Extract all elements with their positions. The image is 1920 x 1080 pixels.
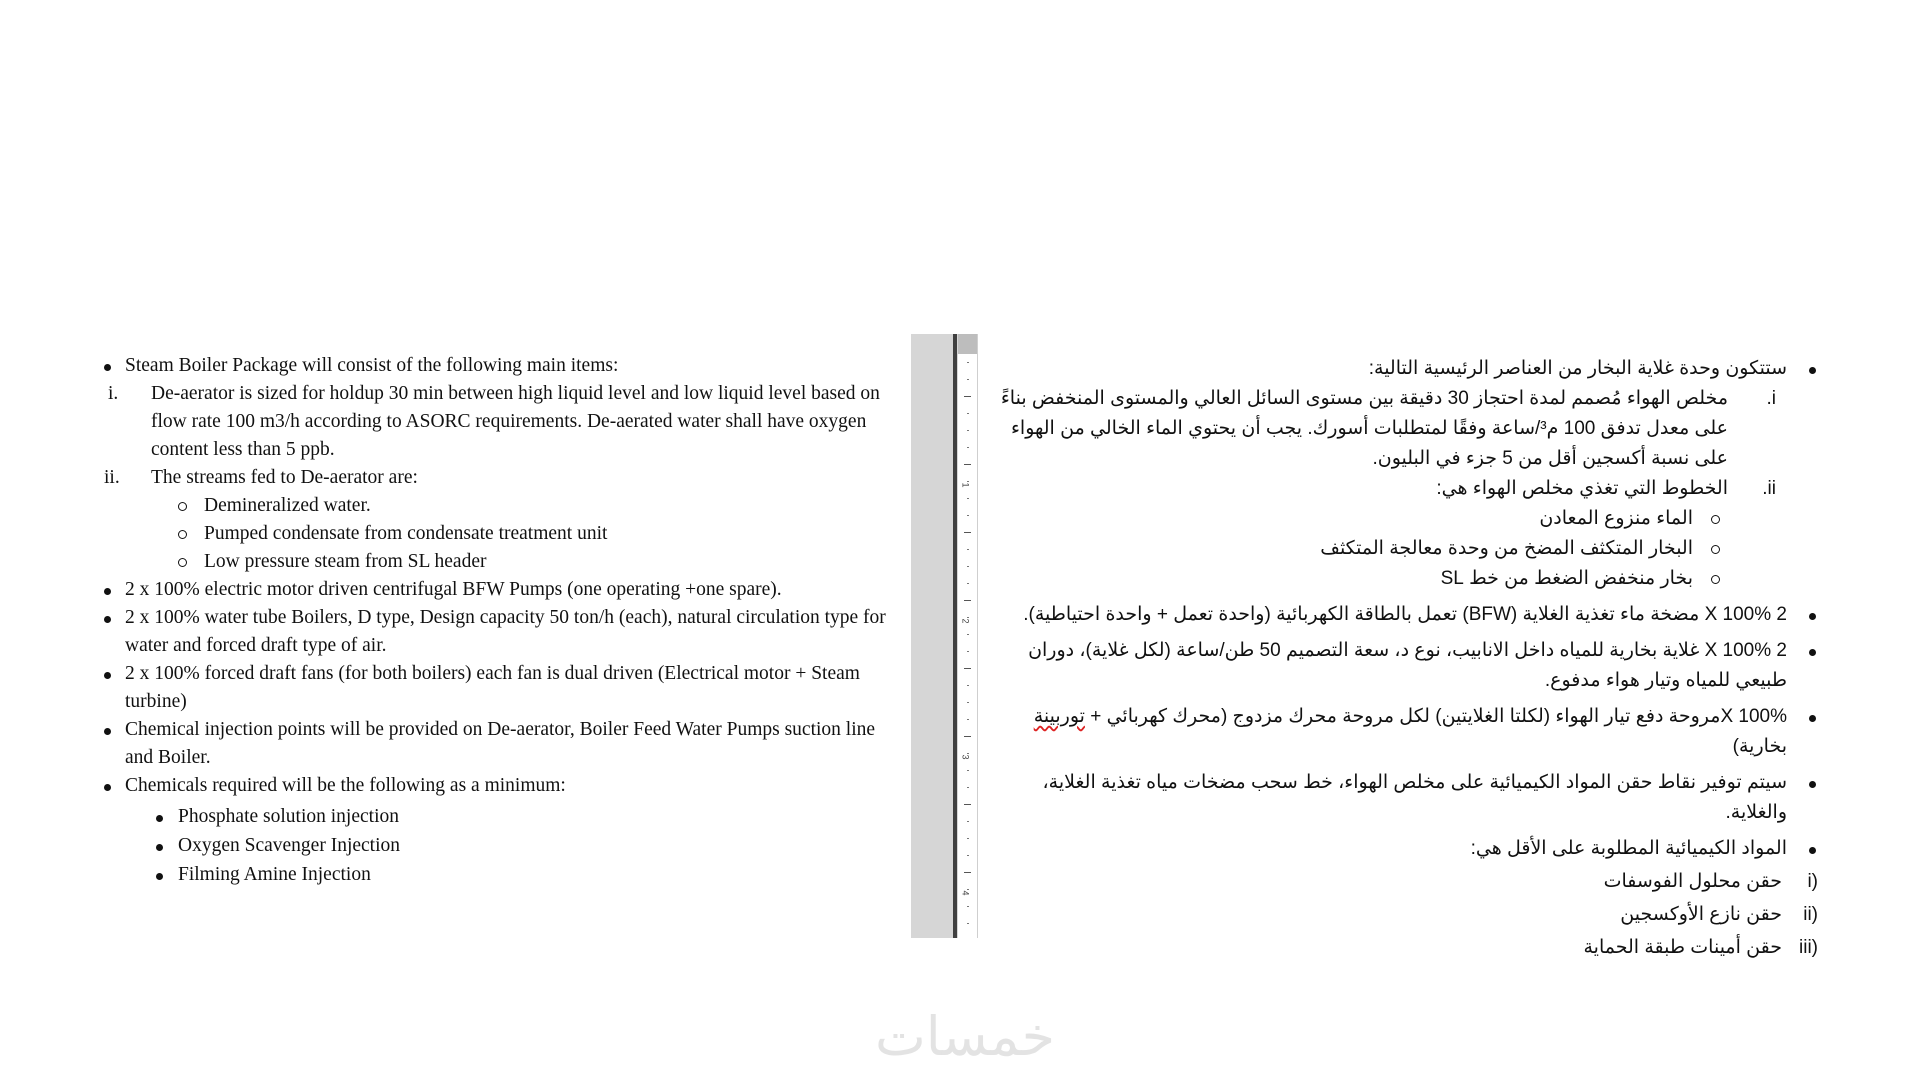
circle-bullet-icon [178, 548, 187, 576]
list-item [96, 380, 896, 464]
deaerator-text: مخلص الهواء مُصمم لمدة احتجاز 30 دقيقة بين مستوى السائل العالي والمستوى المنخفض بناءً على معدل تدفق 100 م³/ساعة وفقًا لمتطلبات أسورك. يجب أن يحتوي الماء الخالي من الهواء على نسبة أكسجين أقل من 5 جزء في البليون. [1000, 388, 1728, 469]
list-item [1000, 900, 1822, 930]
bullet-text: 2 x 100% water tube Boilers, D type, Design capacity 50 ton/h (each), natural circulation type for water and forced draft type of air. [125, 607, 886, 656]
list-item [96, 604, 896, 660]
list-item [96, 492, 896, 520]
list-item [1000, 534, 1822, 564]
intro-text: Steam Boiler Package will consist of the following main items: [125, 355, 619, 376]
bullet-text: Chemicals required will be the following as a minimum: [125, 775, 566, 796]
circle-bullet-icon [1711, 534, 1720, 564]
bullet-icon [104, 604, 111, 632]
bullet-text: سيتم توفير نقاط حقن المواد الكيميائية على مخلص الهواء، خط سحب مضخات مياه تغذية الغلاية، والغلاية. [1042, 772, 1787, 823]
ruler-label: 4 [960, 890, 971, 896]
list-item [1000, 384, 1798, 474]
list-item [96, 716, 896, 772]
ruler-tick [964, 872, 971, 873]
bullet-icon [156, 861, 163, 889]
bullet-text: 2 x 100% forced draft fans (for both boilers) each fan is dual driven (Electrical motor + Steam turbine) [125, 663, 860, 712]
ruler-tick [967, 923, 969, 924]
ruler-label: 3 [960, 754, 971, 760]
list-item [96, 352, 896, 380]
streams-text: The streams fed to De-aerator are: [151, 467, 418, 488]
spellcheck-word[interactable]: توربينة [1033, 706, 1085, 727]
bullet-icon [1809, 354, 1816, 384]
circle-bullet-icon [178, 520, 187, 548]
circle-bullet-icon [1711, 504, 1720, 534]
chemical-text: حقن أمينات طبقة الحماية [1583, 937, 1782, 958]
ruler-tick [964, 396, 971, 397]
english-section [96, 352, 896, 889]
list-item [1000, 636, 1822, 696]
stream-text: Demineralized water. [204, 495, 371, 516]
list-marker: i. [1766, 388, 1776, 409]
fan-text-part: X 100%مروحة دفع تيار الهواء (لكلتا الغلايتين) لكل مروحة محرك مزدوج (محرك كهربائي + [1084, 706, 1787, 727]
ruler-tick [967, 515, 969, 516]
fan-text [1000, 702, 1787, 762]
list-marker: (ii [1803, 904, 1818, 925]
intro-text: ستتكون وحدة غلاية البخار من العناصر الرئيسية التالية: [1368, 358, 1787, 379]
list-item [1000, 564, 1822, 594]
ruler-tick [967, 906, 969, 907]
ruler-tick [967, 838, 969, 839]
vertical-ruler[interactable] [958, 334, 978, 938]
list-item [1000, 933, 1822, 963]
ruler-tick [967, 821, 969, 822]
bullet-icon [104, 716, 111, 744]
ruler-tick [967, 379, 969, 380]
list-item [1000, 834, 1822, 864]
ruler-tick [967, 413, 969, 414]
circle-bullet-icon [1711, 564, 1720, 594]
list-item [1000, 600, 1822, 630]
bullet-icon [1809, 600, 1816, 630]
fan-text-part: بخارية) [1732, 736, 1787, 757]
bullet-text: المواد الكيميائية المطلوبة على الأقل هي: [1470, 838, 1787, 859]
bullet-icon [1809, 768, 1816, 798]
bullet-text: 2 X 100% غلاية بخارية للمياه داخل الانابيب، نوع د، سعة التصميم 50 طن/ساعة (لكل غلاية)، دوران طبيعي للمياه وتيار هواء مدفوع. [1028, 640, 1787, 691]
list-item [96, 832, 896, 860]
list-item [96, 464, 896, 492]
ruler-tick [967, 855, 969, 856]
list-marker: i. [108, 383, 119, 404]
ruler-tick [964, 804, 971, 805]
list-marker: (iii [1799, 937, 1818, 958]
ruler-tick [964, 736, 971, 737]
list-marker: (i [1807, 871, 1818, 892]
bullet-text: 2 X 100% مضخة ماء تغذية الغلاية (BFW) تعمل بالطاقة الكهربائية (واحدة تعمل + واحدة احتياطية). [1023, 604, 1787, 625]
ruler-tick [967, 651, 969, 652]
ruler-tick [967, 787, 969, 788]
chemical-text: حقن نازع الأوكسجين [1620, 904, 1782, 925]
ruler-tick [964, 532, 971, 533]
bullet-icon [1809, 834, 1816, 864]
stream-text: Low pressure steam from SL header [204, 551, 487, 572]
ruler-tick [967, 583, 969, 584]
streams-text: الخطوط التي تغذي مخلص الهواء هي: [1436, 478, 1728, 499]
ruler-edge [953, 334, 957, 938]
chemical-text: Filming Amine Injection [178, 864, 371, 885]
circle-bullet-icon [178, 492, 187, 520]
list-item [1000, 354, 1822, 384]
chemical-text: Oxygen Scavenger Injection [178, 835, 401, 856]
list-item [96, 861, 896, 889]
list-item [96, 548, 896, 576]
bullet-icon [156, 803, 163, 831]
list-item [1000, 867, 1822, 897]
deaerator-text: De-aerator is sized for holdup 30 min between high liquid level and low liquid level based on flow rate 100 m3/h according to ASORC requirements. De-aerated water shall have oxygen content less than 5 ppb. [151, 383, 880, 460]
bullet-text: 2 x 100% electric motor driven centrifugal BFW Pumps (one operating +one spare). [125, 579, 782, 600]
ruler-tick [967, 498, 969, 499]
list-item [1000, 504, 1822, 534]
bullet-icon [104, 352, 111, 380]
chemical-text: Phosphate solution injection [178, 806, 399, 827]
ruler-label: 1 [960, 482, 971, 488]
bullet-icon [104, 772, 111, 800]
bullet-text: Chemical injection points will be provided on De-aerator, Boiler Feed Water Pumps suction line and Boiler. [125, 719, 876, 768]
list-item [96, 803, 896, 831]
ruler-margin [958, 334, 977, 354]
stream-text: Pumped condensate from condensate treatment unit [204, 523, 608, 544]
ruler-tick [967, 634, 969, 635]
list-item [96, 660, 896, 716]
list-item [96, 772, 896, 800]
watermark-logo: خمسات [874, 1005, 1056, 1068]
bullet-icon [104, 576, 111, 604]
list-marker: ii. [1762, 478, 1776, 499]
list-item [96, 520, 896, 548]
ruler-tick [967, 770, 969, 771]
ruler-tick [967, 549, 969, 550]
list-item [1000, 702, 1822, 762]
ruler-tick [967, 685, 969, 686]
bullet-icon [156, 832, 163, 860]
ruler-tick [967, 430, 969, 431]
list-item [96, 576, 896, 604]
ruler-tick [967, 702, 969, 703]
list-item [1000, 474, 1798, 504]
arabic-section [1000, 354, 1822, 963]
bullet-icon [1809, 702, 1816, 732]
ruler-tick [964, 464, 971, 465]
ruler-tick [967, 447, 969, 448]
list-marker: ii. [104, 467, 120, 488]
ruler-label: 2 [960, 618, 971, 624]
bullet-icon [1809, 636, 1816, 666]
bullet-icon [104, 660, 111, 688]
stream-text: البخار المتكثف المضخ من وحدة معالجة المتكثف [1320, 538, 1693, 559]
ruler-tick [967, 362, 969, 363]
ruler-tick [964, 600, 971, 601]
ruler-tick [964, 668, 971, 669]
stream-text: بخار منخفض الضغط من خط SL [1440, 568, 1693, 589]
list-item [1000, 768, 1822, 828]
ruler-tick [967, 566, 969, 567]
stream-text: الماء منزوع المعادن [1539, 508, 1693, 529]
ruler-tick [967, 719, 969, 720]
chemical-text: حقن محلول الفوسفات [1603, 871, 1782, 892]
